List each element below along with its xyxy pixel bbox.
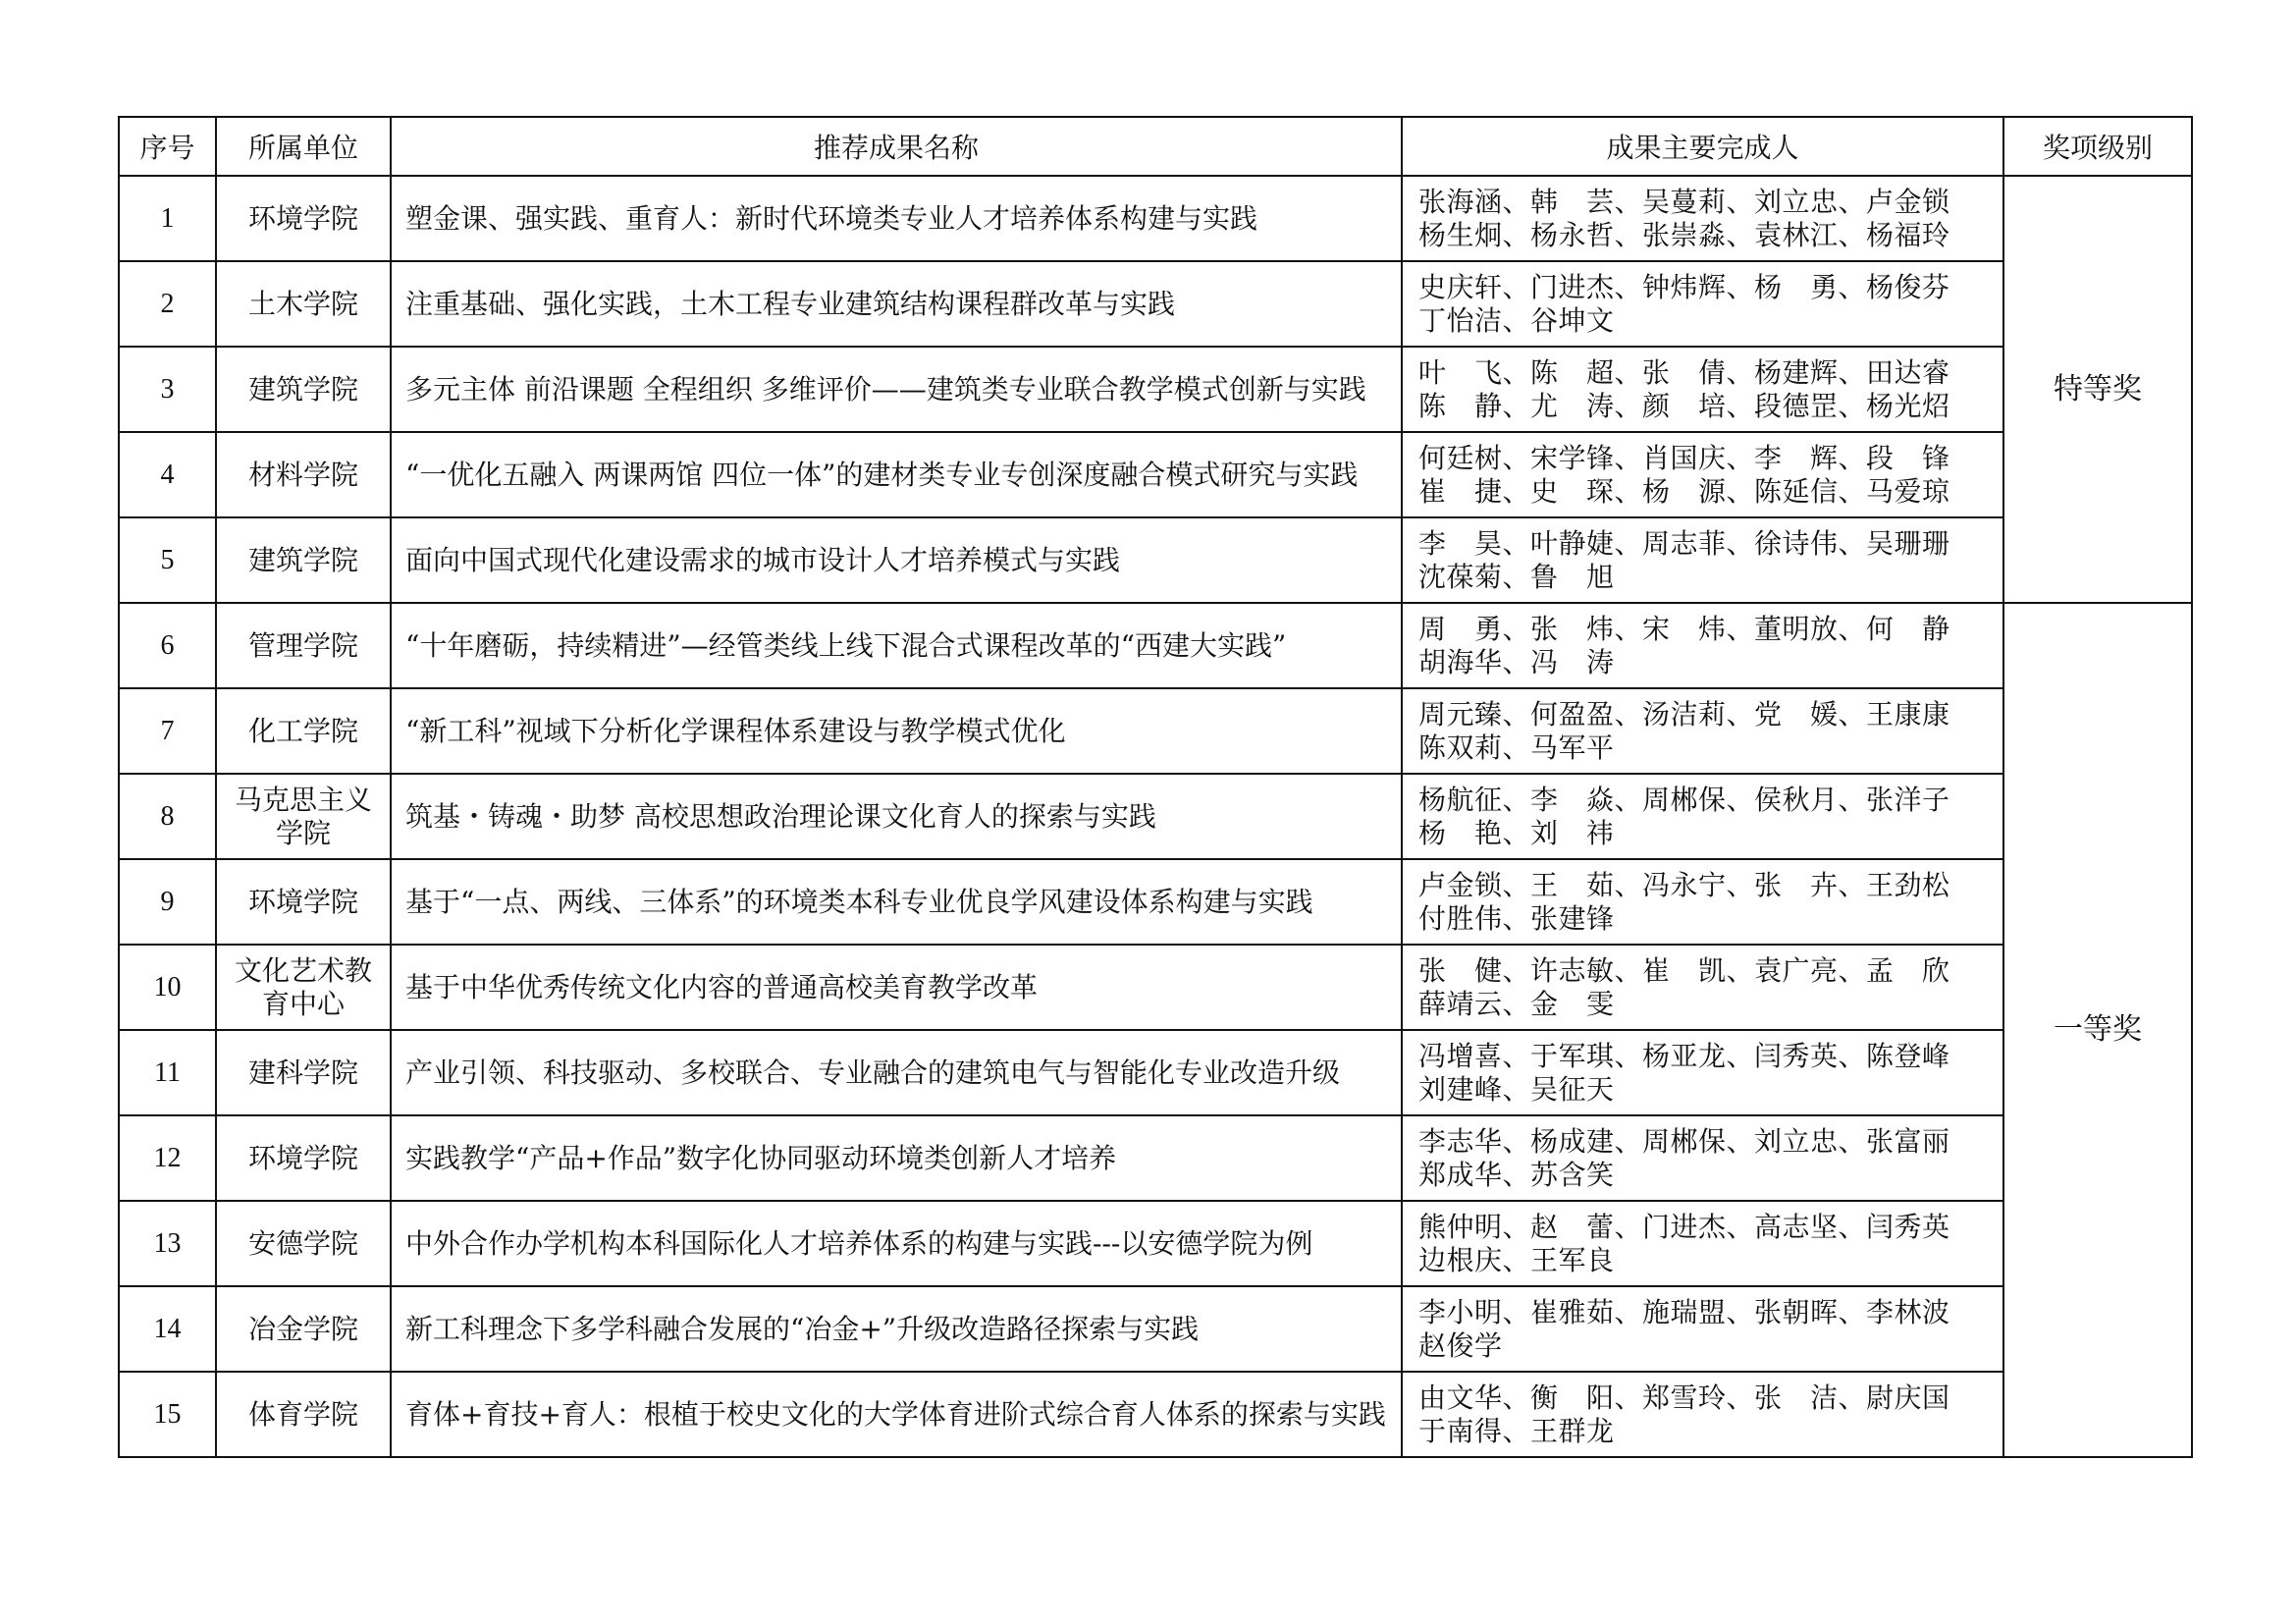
row-no: 10 (119, 945, 216, 1030)
row-people: 周 勇、张 炜、宋 炜、董明放、何 静 胡海华、冯 涛 (1402, 603, 2003, 688)
header-award: 奖项级别 (2003, 117, 2192, 176)
row-unit: 土木学院 (216, 261, 391, 347)
table-row (119, 432, 2192, 517)
header-people: 成果主要完成人 (1402, 117, 2003, 176)
row-title: 筑基・铸魂・助梦 高校思想政治理论课文化育人的探索与实践 (391, 774, 1402, 859)
row-title: “一优化五融入 两课两馆 四位一体”的建材类专业专创深度融合模式研究与实践 (391, 432, 1402, 517)
row-unit: 材料学院 (216, 432, 391, 517)
row-people: 熊仲明、赵 蕾、门进杰、高志坚、闫秀英 边根庆、王军良 (1402, 1201, 2003, 1286)
row-people: 张 健、许志敏、崔 凯、袁广亮、孟 欣 薛靖云、金 雯 (1402, 945, 2003, 1030)
row-unit: 化工学院 (216, 688, 391, 774)
row-people: 叶 飞、陈 超、张 倩、杨建辉、田达睿 陈 静、尤 涛、颜 培、段德罡、杨光炤 (1402, 347, 2003, 432)
row-people: 冯增喜、于军琪、杨亚龙、闫秀英、陈登峰 刘建峰、吴征天 (1402, 1030, 2003, 1115)
row-title: 基于“一点、两线、三体系”的环境类本科专业优良学风建设体系构建与实践 (391, 859, 1402, 945)
row-people: 何廷树、宋学锋、肖国庆、李 辉、段 锋 崔 捷、史 琛、杨 源、陈延信、马爱琼 (1402, 432, 2003, 517)
row-title: 中外合作办学机构本科国际化人才培养体系的构建与实践---以安德学院为例 (391, 1201, 1402, 1286)
row-unit: 环境学院 (216, 859, 391, 945)
row-unit: 安德学院 (216, 1201, 391, 1286)
table-row (119, 1030, 2192, 1115)
award-level-special: 特等奖 (2003, 176, 2192, 603)
header-row (119, 117, 2192, 176)
row-title: 实践教学“产品+作品”数字化协同驱动环境类创新人才培养 (391, 1115, 1402, 1201)
row-no: 9 (119, 859, 216, 945)
row-unit: 管理学院 (216, 603, 391, 688)
row-no: 1 (119, 176, 216, 261)
award-level-first: 一等奖 (2003, 603, 2192, 1457)
table-row (119, 945, 2192, 1030)
row-title: 注重基础、强化实践，土木工程专业建筑结构课程群改革与实践 (391, 261, 1402, 347)
row-title: 塑金课、强实践、重育人：新时代环境类专业人才培养体系构建与实践 (391, 176, 1402, 261)
row-no: 12 (119, 1115, 216, 1201)
row-title: 多元主体 前沿课题 全程组织 多维评价——建筑类专业联合教学模式创新与实践 (391, 347, 1402, 432)
table-row (119, 1286, 2192, 1372)
row-title: 基于中华优秀传统文化内容的普通高校美育教学改革 (391, 945, 1402, 1030)
row-no: 7 (119, 688, 216, 774)
row-unit: 建筑学院 (216, 347, 391, 432)
table-row (119, 1372, 2192, 1457)
row-people: 李 昊、叶静婕、周志菲、徐诗伟、吴珊珊 沈葆菊、鲁 旭 (1402, 517, 2003, 603)
award-table (118, 116, 2193, 1458)
row-no: 14 (119, 1286, 216, 1372)
table-row (119, 347, 2192, 432)
header-no: 序号 (119, 117, 216, 176)
row-unit: 建科学院 (216, 1030, 391, 1115)
table-row (119, 688, 2192, 774)
table-row (119, 603, 2192, 688)
row-title: 产业引领、科技驱动、多校联合、专业融合的建筑电气与智能化专业改造升级 (391, 1030, 1402, 1115)
table-row (119, 774, 2192, 859)
row-people: 张海涵、韩 芸、吴蔓莉、刘立忠、卢金锁 杨生炯、杨永哲、张崇淼、袁林江、杨福玲 (1402, 176, 2003, 261)
row-no: 11 (119, 1030, 216, 1115)
document-page (118, 116, 2193, 1458)
table-row (119, 261, 2192, 347)
row-unit: 冶金学院 (216, 1286, 391, 1372)
row-no: 6 (119, 603, 216, 688)
row-people: 史庆轩、门进杰、钟炜辉、杨 勇、杨俊芬 丁怡洁、谷坤文 (1402, 261, 2003, 347)
header-title: 推荐成果名称 (391, 117, 1402, 176)
table-row (119, 176, 2192, 261)
row-no: 5 (119, 517, 216, 603)
table-row (119, 859, 2192, 945)
row-unit: 建筑学院 (216, 517, 391, 603)
row-unit: 体育学院 (216, 1372, 391, 1457)
row-no: 3 (119, 347, 216, 432)
row-no: 15 (119, 1372, 216, 1457)
row-title: 育体+育技+育人：根植于校史文化的大学体育进阶式综合育人体系的探索与实践 (391, 1372, 1402, 1457)
row-people: 由文华、衡 阳、郑雪玲、张 洁、尉庆国 于南得、王群龙 (1402, 1372, 2003, 1457)
row-no: 2 (119, 261, 216, 347)
header-unit: 所属单位 (216, 117, 391, 176)
table-row (119, 517, 2192, 603)
row-people: 李小明、崔雅茹、施瑞盟、张朝晖、李林波 赵俊学 (1402, 1286, 2003, 1372)
row-no: 8 (119, 774, 216, 859)
table-row (119, 1115, 2192, 1201)
row-unit: 文化艺术教育中心 (216, 945, 391, 1030)
table-row (119, 1201, 2192, 1286)
row-unit: 马克思主义学院 (216, 774, 391, 859)
row-title: 面向中国式现代化建设需求的城市设计人才培养模式与实践 (391, 517, 1402, 603)
row-title: “新工科”视域下分析化学课程体系建设与教学模式优化 (391, 688, 1402, 774)
row-people: 杨航征、李 焱、周郴保、侯秋月、张洋子 杨 艳、刘 祎 (1402, 774, 2003, 859)
row-people: 李志华、杨成建、周郴保、刘立忠、张富丽 郑成华、苏含笑 (1402, 1115, 2003, 1201)
row-people: 周元臻、何盈盈、汤洁莉、党 媛、王康康 陈双莉、马军平 (1402, 688, 2003, 774)
row-no: 13 (119, 1201, 216, 1286)
row-unit: 环境学院 (216, 1115, 391, 1201)
row-title: 新工科理念下多学科融合发展的“冶金+”升级改造路径探索与实践 (391, 1286, 1402, 1372)
row-unit: 环境学院 (216, 176, 391, 261)
row-people: 卢金锁、王 茹、冯永宁、张 卉、王劲松 付胜伟、张建锋 (1402, 859, 2003, 945)
row-no: 4 (119, 432, 216, 517)
row-title: “十年磨砺，持续精进”—经管类线上线下混合式课程改革的“西建大实践” (391, 603, 1402, 688)
